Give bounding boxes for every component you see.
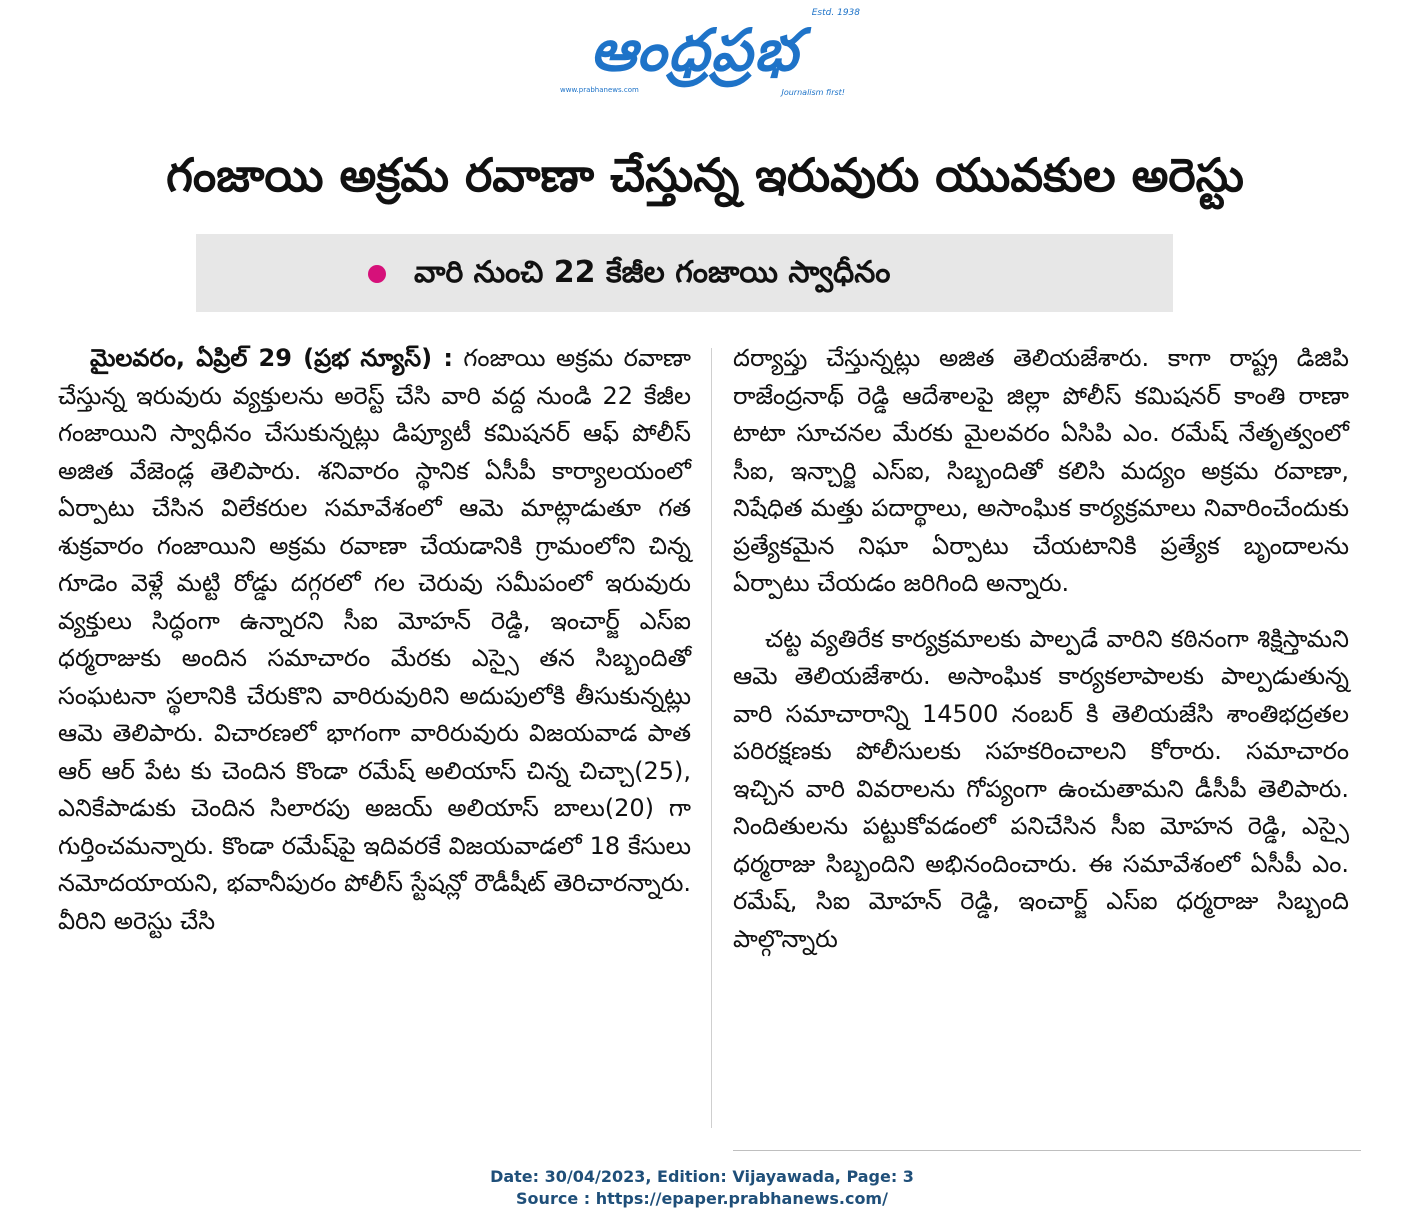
footer-source-line: Source : https://epaper.prabhanews.com/ [516,1189,888,1208]
website-label: www.prabhanews.com [560,86,639,94]
article-paragraph: దర్యాప్తు చేస్తున్నట్లు అజిత తెలియజేశారు. కాగా రాష్ట్ర డిజిపి రాజేంద్రనాథ్ రెడ్డి ఆదేశాలపై జిల్లా పోలీస్ కమిషనర్ కాంతి రాణా టాటా సూచనల మేరకు మైలవరం ఏసిపి ఎం. రమేష్ నేతృత్వంలో సీఐ, ఇన్చార్జి ఎస్ఐ, సిబ్బందితో కలిసి మద్యం అక్రమ రవాణా, నిషేధిత మత్తు పదార్థాలు, అసాంఘిక కార్యక్రమాలు నివారించేందుకు ప్రత్యేకమైన నిఘా ఏర్పాటు చేయటానికి ప్రత్యేక బృందాలను ఏర్పాటు చేయడం జరిగింది అన్నారు. [733,344,1349,597]
article-column-right [733,340,1349,958]
article-paragraph: చట్ట వ్యతిరేక కార్యక్రమాలకు పాల్పడే వారిని కఠినంగా శిక్షిస్తామని ఆమె తెలియజేశారు. అసాంఘిక కార్యకలాపాలకు పాల్పడుతున్న వారి సమాచారాన్ని 14500 నంబర్ కి తెలియజేసి శాంతిభద్రతల పరిరక్షణకు పోలీసులకు సహకరించాలని కోరారు. సమాచారం ఇచ్చిన వారి వివరాలను గోప్యంగా ఉంచుతామని డీసీపీ తెలిపారు. నిందితులను పట్టుకోవడంలో పనిచేసిన సీఐ మోహన రెడ్డి, ఎస్సై ధర్మరాజు సిబ్బందిని అభినందించారు. ఈ సమావేశంలో ఏసీపీ ఎం. రమేష్, సిఐ మోహన్ రెడ్డి, ఇంచార్జ్ ఎస్ఐ ధర్మరాజు సిబ్బంది పాల్గొన్నారు [733,624,1349,953]
article-column-left [58,340,691,940]
article-subhead: వారి నుంచి 22 కేజీల గంజాయి స్వాధీనం [414,255,891,290]
bottom-rule [733,1150,1361,1151]
article-headline: గంజాయి అక్రమ రవాణా చేస్తున్న ఇరువురు యువకుల అరెస్టు [166,148,1244,202]
subhead-box [196,234,1173,312]
tagline-label: Journalism first! [781,88,845,97]
footer-date-line: Date: 30/04/2023, Edition: Vijayawada, Page: 3 [490,1167,914,1186]
bullet-dot-icon [368,265,386,283]
newspaper-logo-text: ఆంధ్రప్రభ [590,16,800,84]
column-divider [711,348,712,1128]
dateline: మైలవరం, ఏప్రిల్ 29 (ప్రభ న్యూస్) : [90,344,453,372]
footer [0,1166,1404,1210]
left-body-text: గంజాయి అక్రమ రవాణా చేస్తున్న ఇరువురు వ్యక్తులను అరెస్ట్ చేసి వారి వద్ద నుండి 22 కేజీల గంజాయిని స్వాధీనం చేసుకున్నట్లు డిప్యూటీ కమిషనర్ ఆఫ్ పోలీస్ అజిత వేజెండ్ల తెలిపారు. శనివారం స్థానిక ఏసీపీ కార్యాలయంలో ఏర్పాటు చేసిన విలేకరుల సమావేశంలో ఆమె మాట్లాడుతూ గత శుక్రవారం గంజాయిని అక్రమ రవాణా చేయడానికి గ్రామంలోని చిన్న గూడెం వెళ్లే మట్టి రోడ్డు దగ్గరలో గల చెరువు సమీపంలో ఇరువురు వ్యక్తులు సిద్ధంగా ఉన్నారని సీఐ మోహన్ రెడ్డి, ఇంచార్జ్ ఎస్ఐ ధర్మరాజుకు అందిన సమాచారం మేరకు ఎస్సై తన సిబ్బందితో సంఘటనా స్థలానికి చేరుకొని వారిరువురిని అదుపులోకి తీసుకున్నట్లు ఆమె తెలిపారు. విచారణలో భాగంగా వారిరువురు విజయవాడ పాత ఆర్ ఆర్ పేట కు చెందిన కొండా రమేష్ అలియాస్ చిన్న చిచ్చా(25), ఎనికేపాడుకు చెందిన సిలారపు అజయ్ అలియాస్ బాలు(20) గా గుర్తించమన్నారు. కొండా రమేష్‌పై ఇదివరకే విజయవాడలో 18 కేసులు నమోదయాయని, భవానీపురం పోలీస్ స్టేషన్లో రౌడీషీట్ తెరిచారన్నారు. వీరిని అరెస్టు చేసి [58,344,691,935]
masthead-logo [540,8,870,98]
article-paragraph [58,340,691,940]
estd-label: Estd. 1938 [811,8,860,18]
